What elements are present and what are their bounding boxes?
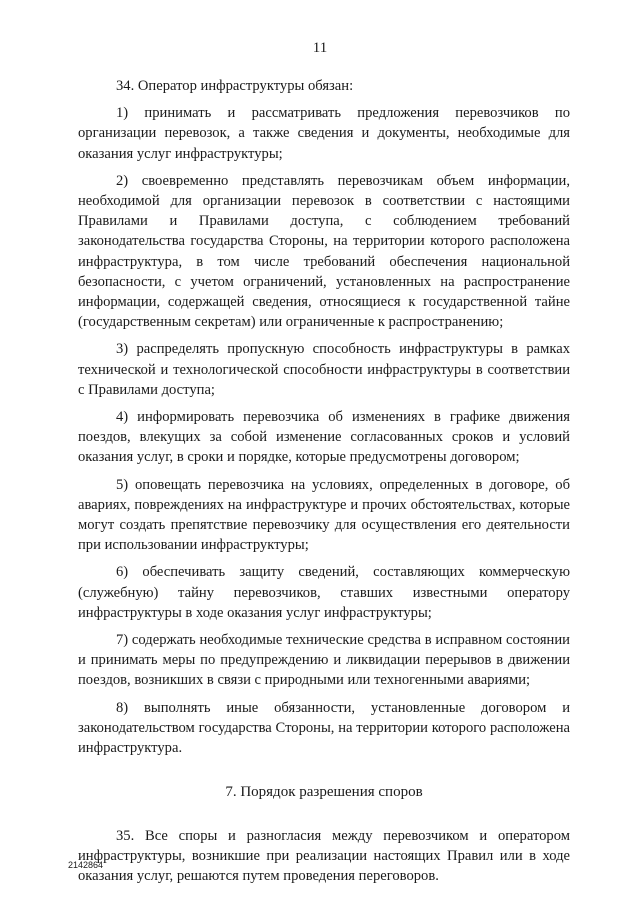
section-heading: 7. Порядок разрешения споров <box>225 784 423 801</box>
list-item-7: 7) содержать необходимые технические средства в исправном состоянии и принимать меры по предупреждению и ликвидации перерывов в движении поездов, возникших в связи с природными или техногенными авариями; <box>78 632 570 689</box>
document-code: 2142864 <box>68 860 104 870</box>
document-body <box>78 76 570 893</box>
list-item-4: 4) информировать перевозчика об изменениях в графике движения поездов, влекущих за собой изменение согласованных сроков и условий оказания услуг, в сроки и порядке, которые предусмотрены договором; <box>78 409 570 466</box>
paragraph-34-intro: 34. Оператор инфраструктуры обязан: <box>116 78 354 94</box>
paragraph-35: 35. Все споры и разногласия между перевозчиком и оператором инфраструктуры, возникшие при реализации настоящих Правил или в ходе оказания услуг, решаются путем проведения переговоров. <box>78 827 570 884</box>
list-item-2: 2) своевременно представлять перевозчикам объем информации, необходимой для организации перевозок в соответствии с настоящими Правилами и Правилами доступа, с соблюдением требований законодательства государства Стороны, на территории которого расположена инфраструктура, в том числе требований обеспечения национальной безопасности, с учетом ограничений, установленных на распространение информации, содержащей сведения, относящиеся к государственной тайне (государственным секретам) или ограниченные к распространению; <box>78 172 570 331</box>
list-item-1: 1) принимать и рассматривать предложения перевозчиков по организации перевозок, а также сведения и документы, необходимые для оказания услуг инфраструктуры; <box>78 105 570 162</box>
list-item-3: 3) распределять пропускную способность инфраструктуры в рамках технической и технологической способности инфраструктуры в соответствии с Правилами доступа; <box>78 341 570 398</box>
list-item-8: 8) выполнять иные обязанности, установленные договором и законодательством государства Стороны, на территории которого расположена инфраструктура. <box>78 699 570 757</box>
list-item-5: 5) оповещать перевозчика на условиях, определенных в договоре, об авариях, повреждениях на инфраструктуре и прочих обстоятельствах, которые могут создать препятствие перевозчику для осуществления его деятельности при использовании инфраструктуры; <box>78 476 570 554</box>
page-number: 11 <box>312 40 328 56</box>
list-item-6: 6) обеспечивать защиту сведений, составляющих коммерческую (служебную) тайну перевозчиков, ставших известными оператору инфраструктуры в ходе оказания услуг инфраструктуры; <box>78 564 570 621</box>
